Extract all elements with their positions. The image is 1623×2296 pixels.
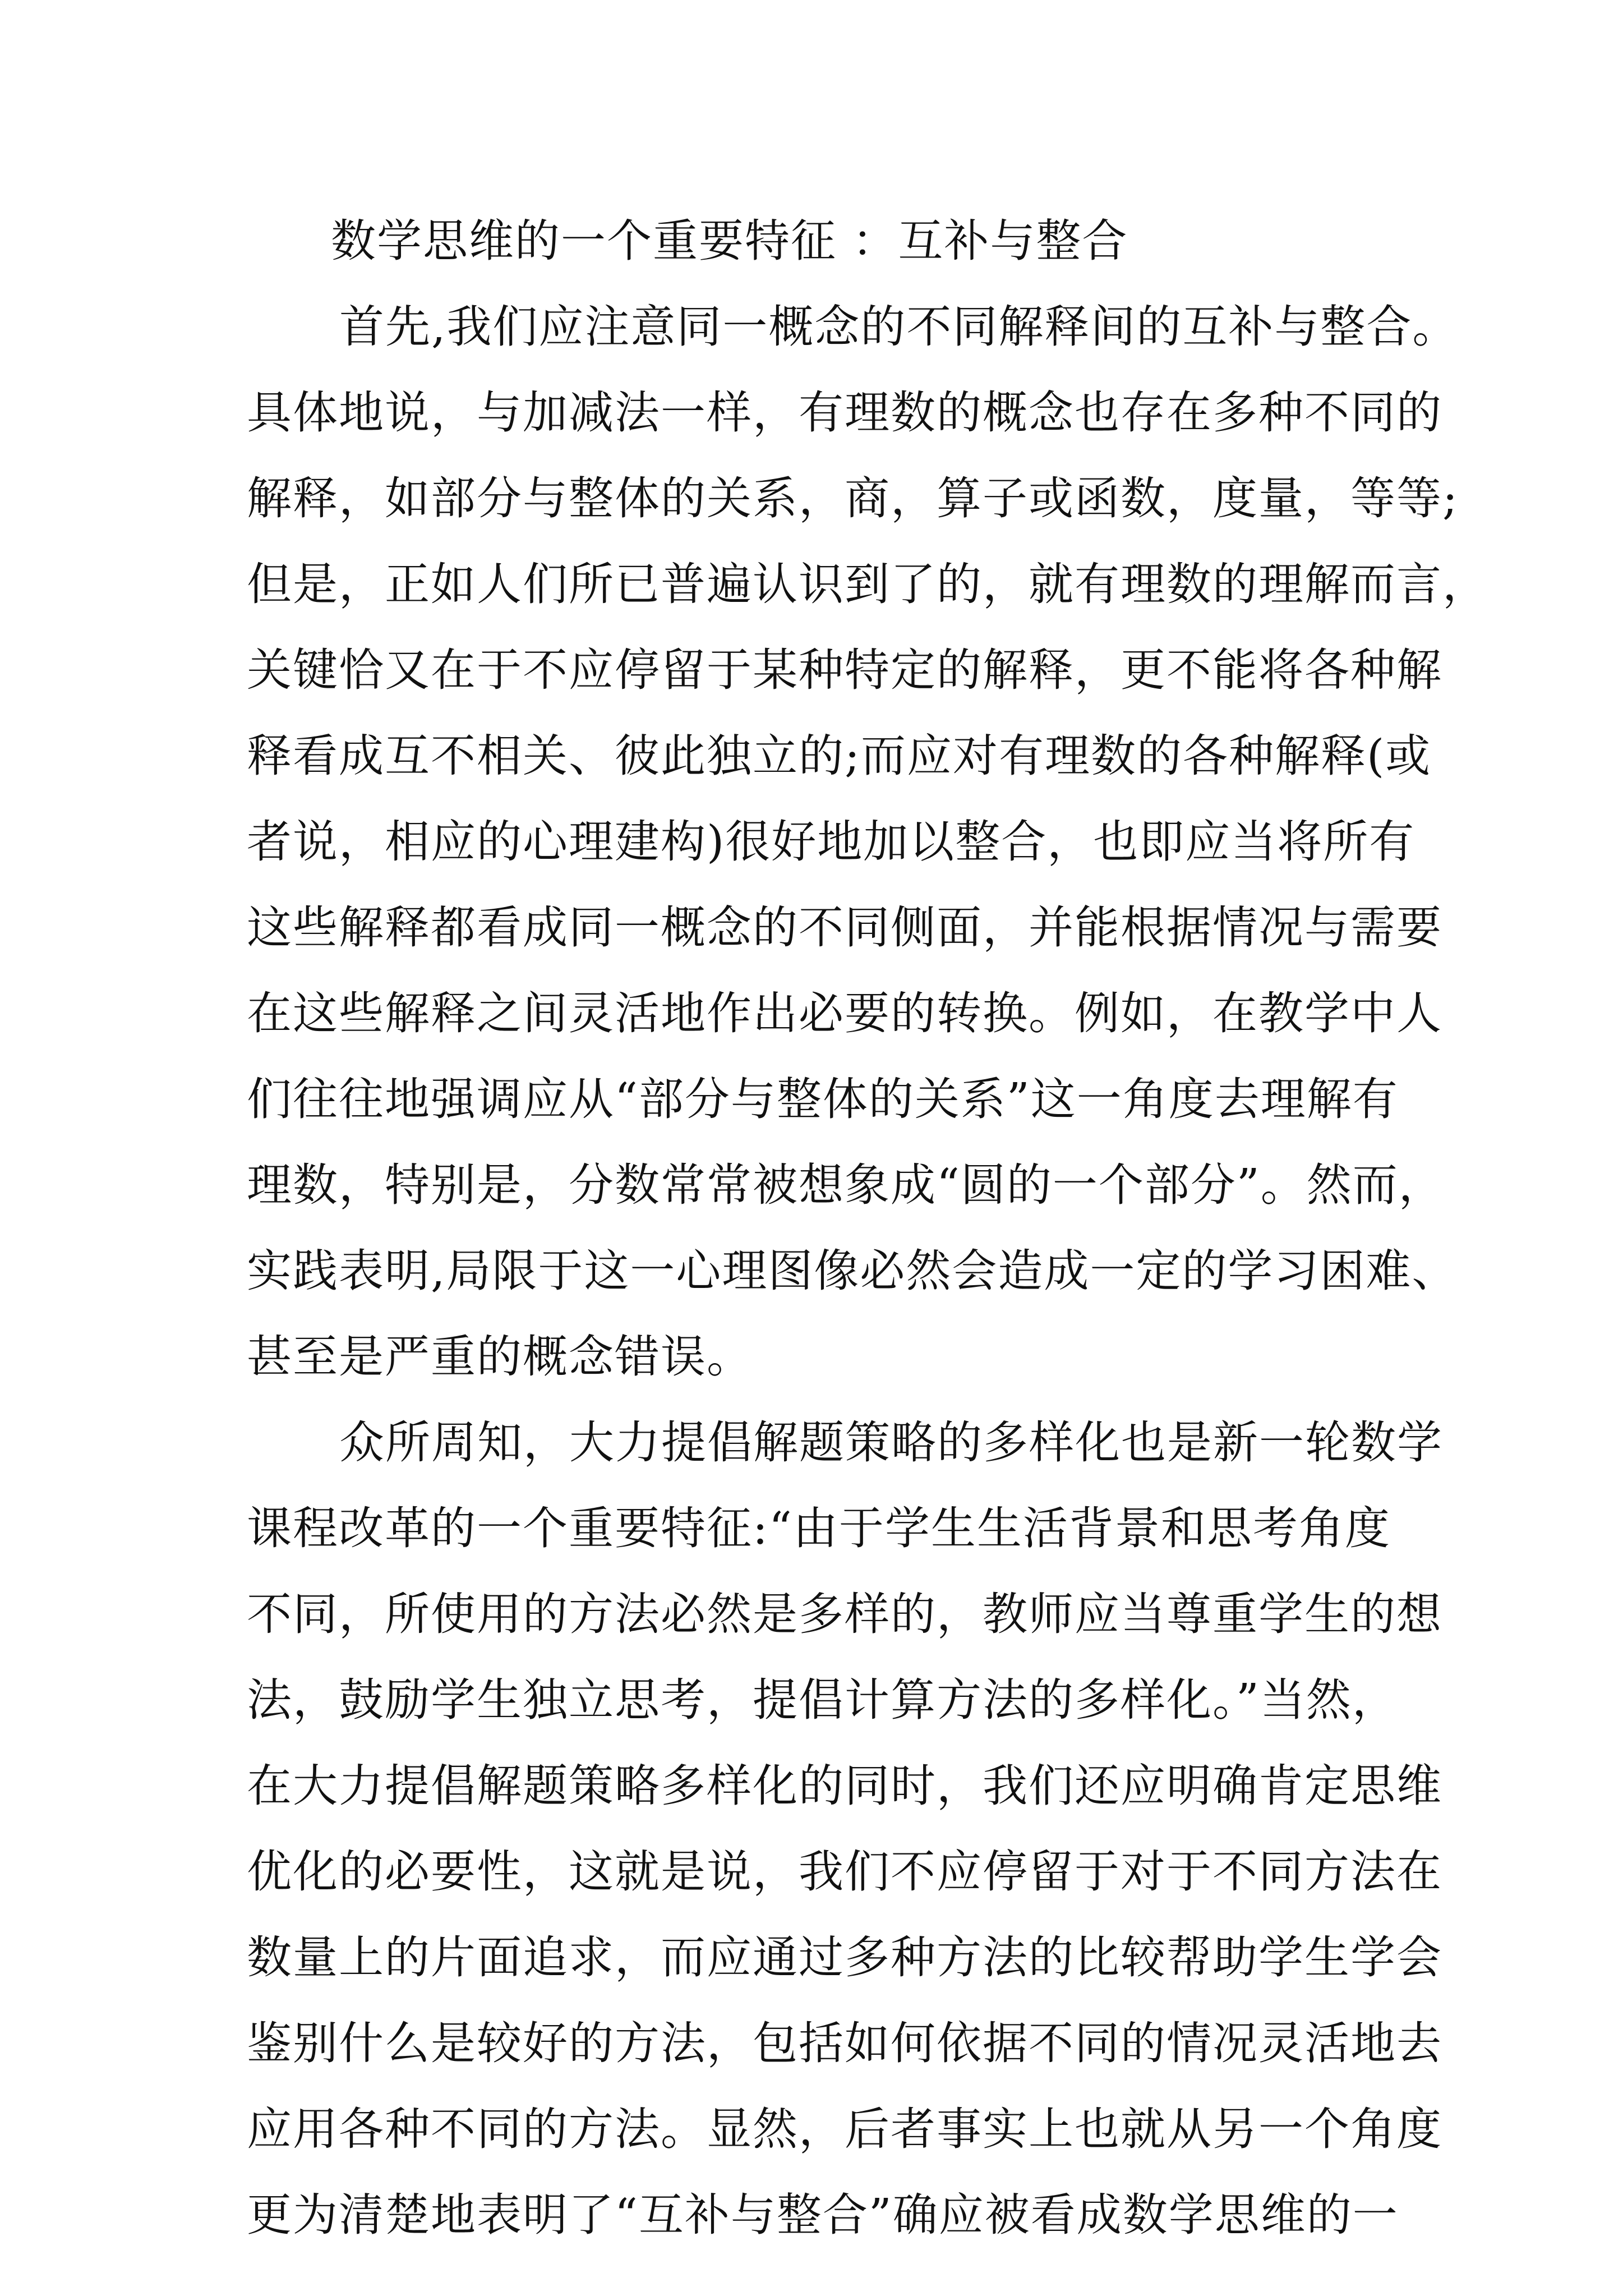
paragraph-line: 理数，特别是，分数常常被想象成“圆的一个部分”。然而， <box>247 1159 1445 1211</box>
paragraph-line: 课程改革的一个重要特征:“由于学生生活背景和思考角度 <box>247 1502 1391 1554</box>
paragraph-line: 不同，所使用的方法必然是多样的，教师应当尊重学生的想 <box>247 1588 1442 1640</box>
paragraph-line: 更为清楚地表明了“互补与整合”确应被看成数学思维的一 <box>247 2189 1399 2241</box>
paragraph-line: 但是，正如人们所已普遍认识到了的，就有理数的理解而言， <box>247 558 1488 610</box>
paragraph-line: 应用各种不同的方法。显然，后者事实上也就从另一个角度 <box>247 2103 1442 2155</box>
paragraph-line: 实践表明,局限于这一心理图像必然会造成一定的学习困难、 <box>247 1245 1458 1297</box>
paragraph-line: 数量上的片面追求，而应通过多种方法的比较帮助学生学会 <box>247 1931 1442 1984</box>
paragraph-line: 甚至是严重的概念错误。 <box>247 1331 753 1383</box>
paragraph-line: 者说，相应的心理建构)很好地加以整合，也即应当将所有 <box>247 816 1415 868</box>
paragraph-line: 首先,我们应注意同一概念的不同解释间的互补与整合。 <box>339 301 1459 353</box>
paragraph-line: 解释，如部分与整体的关系，商，算子或函数，度量，等等; <box>247 472 1459 524</box>
paragraph-line: 关键恰又在于不应停留于某种特定的解释，更不能将各种解 <box>247 644 1442 696</box>
paragraph-line: 具体地说，与加减法一样，有理数的概念也存在多种不同的 <box>247 386 1442 439</box>
paragraph-line: 众所周知，大力提倡解题策略的多样化也是新一轮数学 <box>339 1416 1443 1469</box>
paragraph-line: 优化的必要性，这就是说，我们不应停留于对于不同方法在 <box>247 1846 1442 1898</box>
paragraph-line: 释看成互不相关、彼此独立的;而应对有理数的各种解释(或 <box>247 730 1432 782</box>
paragraph-line: 在大力提倡解题策略多样化的同时，我们还应明确肯定思维 <box>247 1760 1442 1812</box>
paragraph-line: 这些解释都看成同一概念的不同侧面，并能根据情况与需要 <box>247 901 1442 954</box>
document-title: 数学思维的一个重要特征 ：互补与整合 <box>331 215 1128 267</box>
paragraph-line: 在这些解释之间灵活地作出必要的转换。例如，在教学中人 <box>247 987 1442 1039</box>
paragraph-line: 鉴别什么是较好的方法，包括如何依据不同的情况灵活地去 <box>247 2017 1442 2069</box>
paragraph-line: 们往往地强调应从“部分与整体的关系”这一角度去理解有 <box>247 1073 1399 1125</box>
paragraph-line: 法，鼓励学生独立思考，提倡计算方法的多样化。”当然， <box>247 1674 1398 1726</box>
